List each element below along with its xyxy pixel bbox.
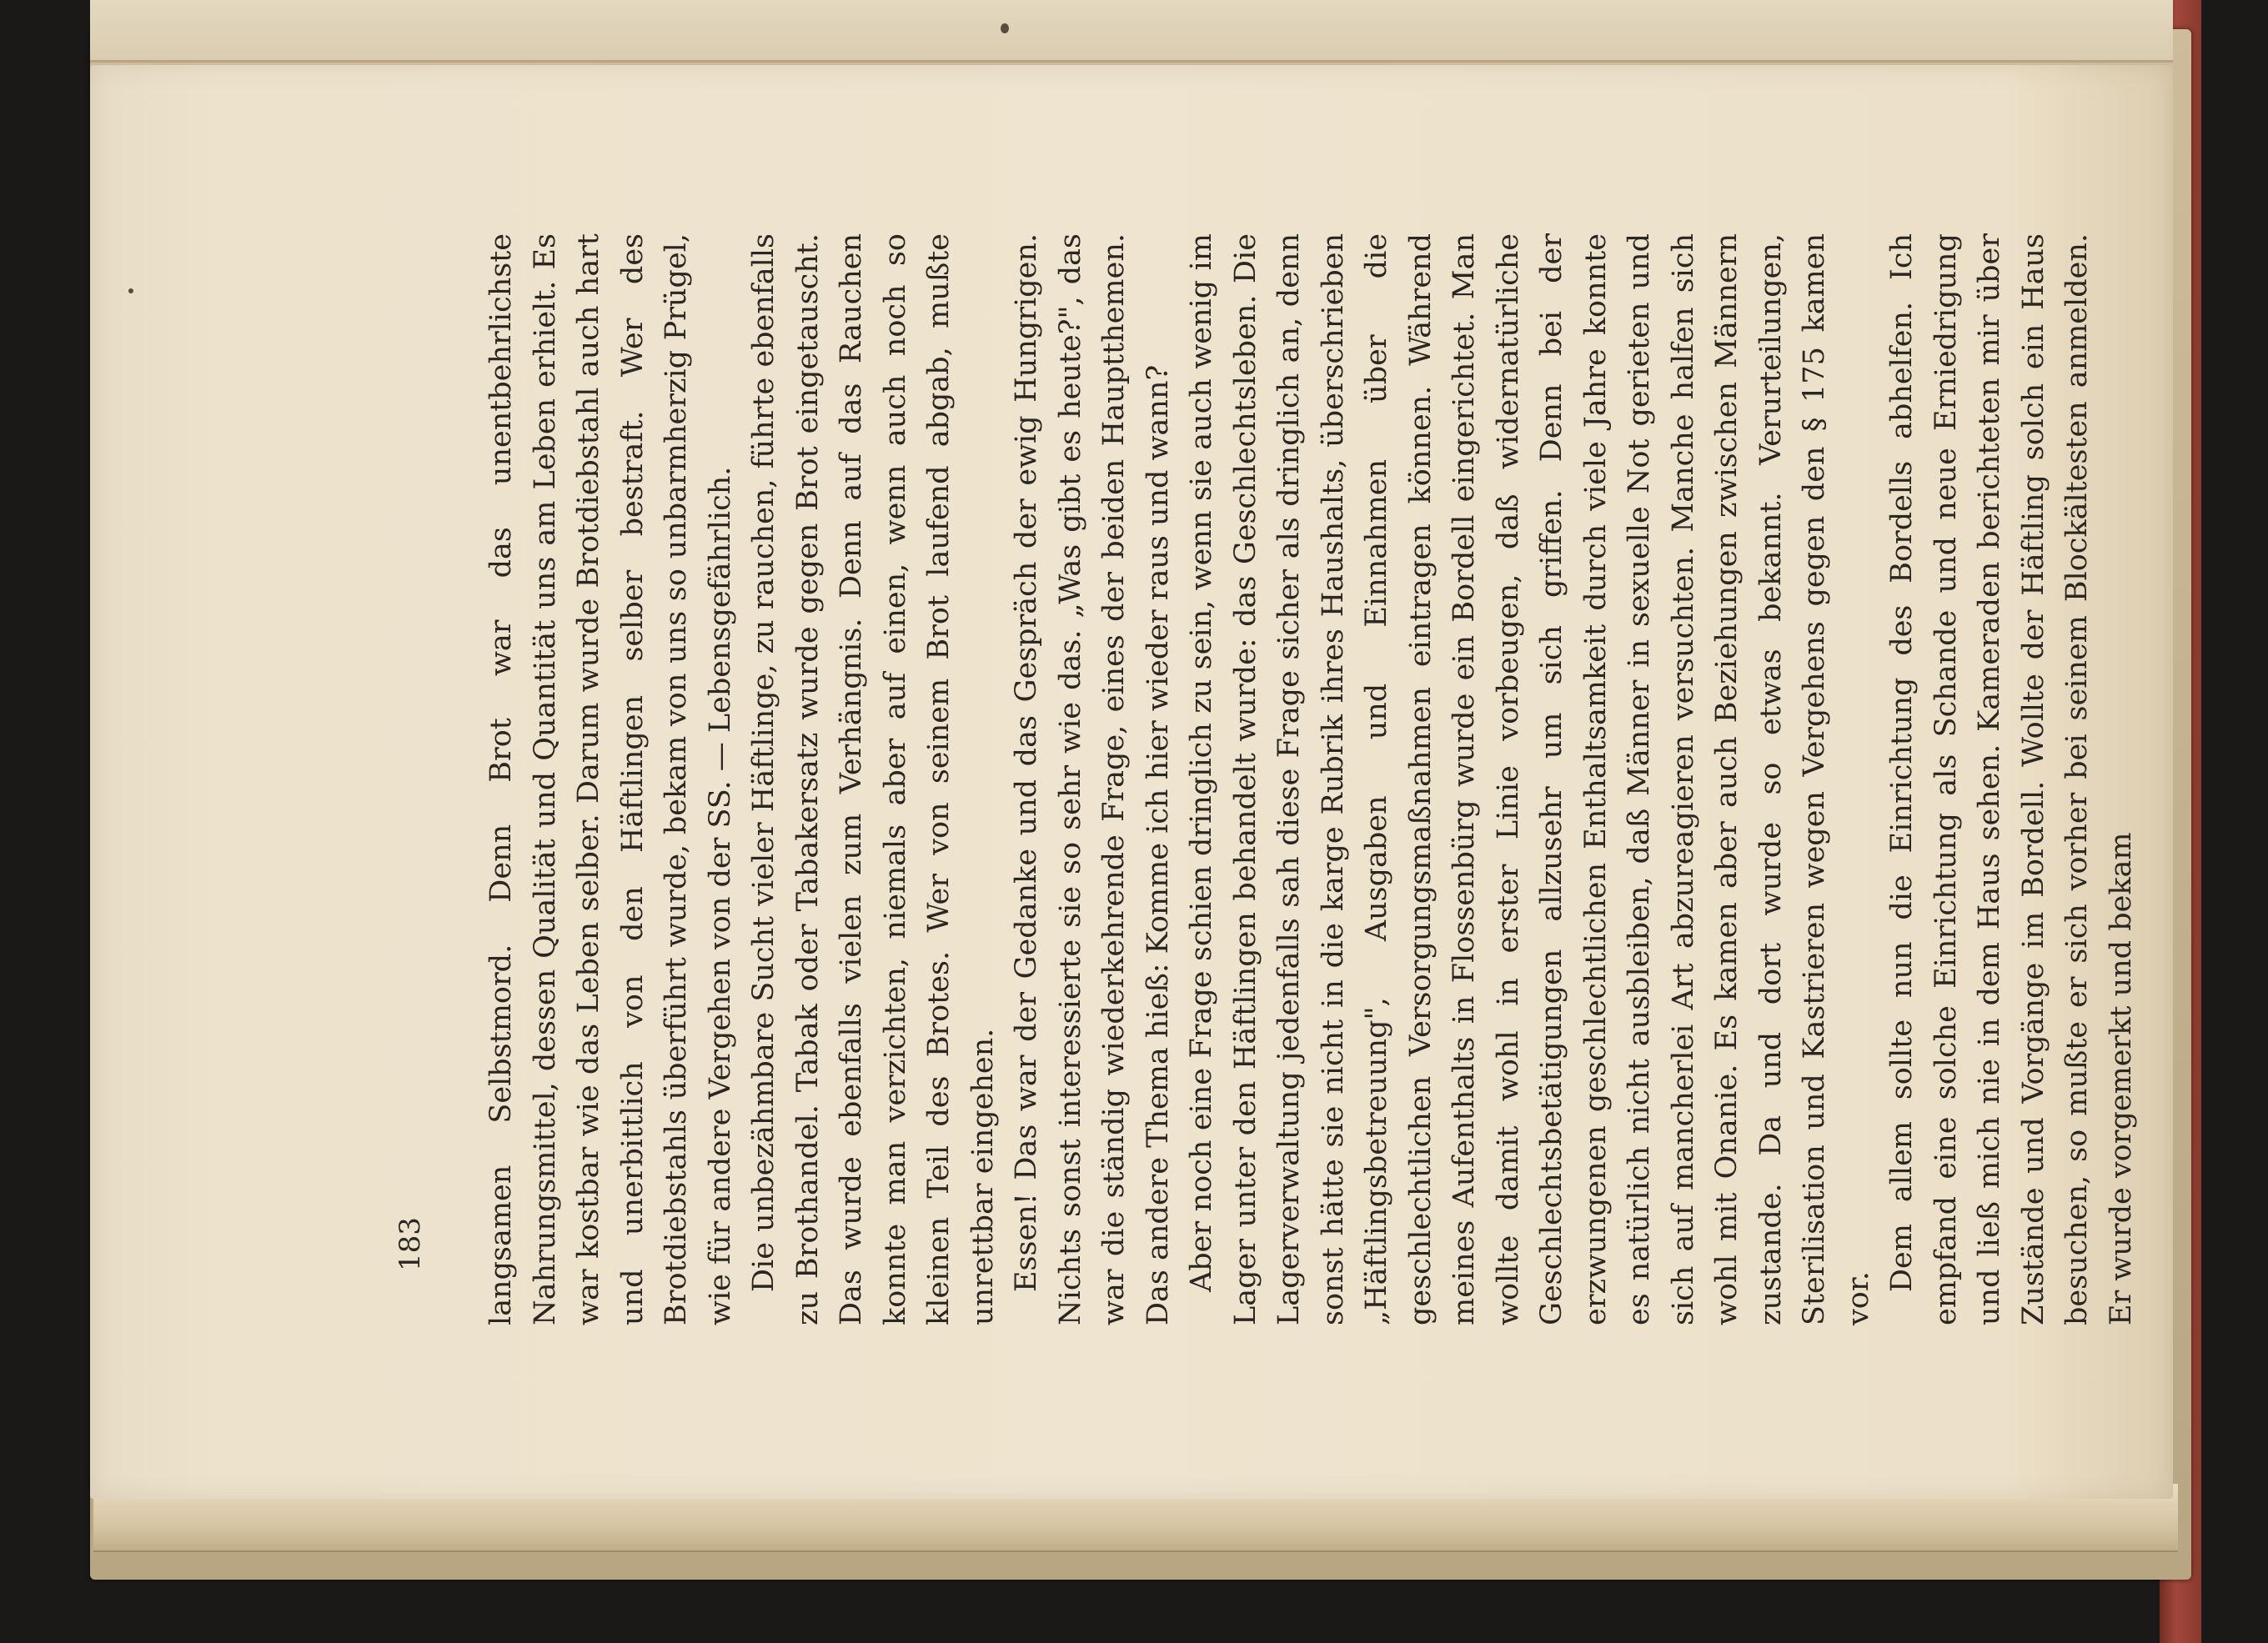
paragraph-4: Aber noch eine Frage schien dringlich zu sein, wenn sie auch wenig im Lager unter den Häftlingen behandelt wurde: das Geschlechtsleben. Die Lagerverwaltung jedenfalls sah diese Frage sicher als dringlich an, denn sonst hätte sie nicht in die karge Rubrik ihres Haushalts, überschrieben „Häftlingsbetreuung", Ausgaben und Einnahmen über die geschlechtlichen Versorgungsmaßnahmen eintragen können. Während meines Aufenthalts in Flossenbürg wurde ein Bordell eingerichtet. Man wollte damit wohl in erster Linie vorbeugen, daß widernatürliche Geschlechtsbetätigungen allzusehr um sich griffen. Denn bei der erzwungenen geschlechtlichen Enthaltsamkeit durch viele Jahre konnte es natürlich nicht ausbleiben, daß Männer in sexuelle Not gerieten und sich auf mancherlei Art abzureagieren versuchten. Manche halfen sich wohl mit Onanie. Es kamen aber auch Beziehungen zwischen Männern zustande. Da und dort wurde so etwas bekannt. Verurteilungen, Sterilisation und Kastrieren wegen Vergehens gegen den § 175 kamen vor. (1185, 233, 1875, 1325)
page-number: 183 (394, 1217, 427, 1271)
paper-speck (128, 288, 133, 293)
paragraph-2: Die unbezähmbare Sucht vieler Häftlinge, zu rauchen, führte ebenfalls zu Brothandel. Tabak oder Tabakersatz wurde gegen Brot eingetauscht. Das wurde ebenfalls vielen zum Verhängnis. Denn auf das Rauchen konnte man verzichten, niemals aber auf einen, wenn auch noch so kleinen Teil des Brotes. Wer von seinem Brot laufend abgab, mußte unrettbar eingehen. (747, 233, 1000, 1325)
body-text (479, 233, 2143, 1325)
previous-page-edge (90, 0, 2173, 63)
paragraph-1: langsamen Selbstmord. Denn Brot war das unentbehrlichste Nahrungsmittel, dessen Qualität und Quantität uns am Leben erhielt. Es war kostbar wie das Leben selber. Darum wurde Brotdiebstahl auch hart und unerbittlich von den Häftlingen selber bestraft. Wer des Brotdiebstahls überführt wurde, bekam von uns so unbarmherzig Prügel, wie für andere Vergehen von der SS. — Lebensgefährlich. (484, 233, 737, 1325)
paragraph-3: Essen! Das war der Gedanke und das Gespräch der ewig Hungrigen. Nichts sonst interessierte sie so sehr wie das. „Was gibt es heute?", das war die ständig wiederkehrende Frage, eines der beiden Hauptthemen. Das andere Thema hieß: Komme ich hier wieder raus und wann? (1010, 233, 1175, 1325)
paragraph-5: Dem allem sollte nun die Einrichtung des Bordells abhelfen. Ich empfand eine solche Einrichtung als Schande und neue Erniedrigung und ließ mich nie in dem Haus sehen. Kameraden berichteten mir über Zustände und Vorgänge im Bordell. Wollte der Häftling solch ein Haus besuchen, so mußte er sich vorher bei seinem Blockältesten anmelden. Er wurde vorgemerkt und bekam (1885, 233, 2138, 1325)
paper-speck (1001, 23, 1009, 33)
